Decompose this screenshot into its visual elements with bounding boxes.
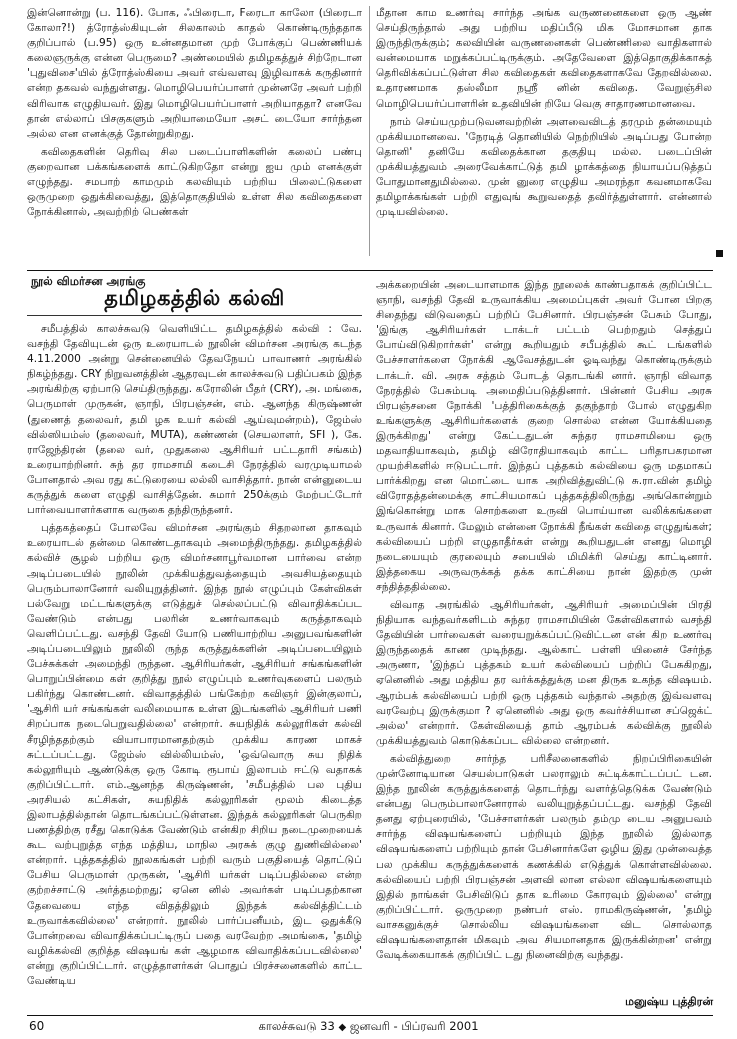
top-left-column xyxy=(27,6,362,264)
end-of-article-mark xyxy=(716,250,723,257)
article-right-column xyxy=(376,278,712,988)
section-rule xyxy=(27,270,713,271)
paragraph: கவிதைகளின் தெரிவு சில படைப்பாளிகளின் கலைப் பண்பு குறைவான பக்கங்களைக் காட்டுகிறதோ என்று ஐய மும் எனக்குள் எழுந்தது. சமபாற் காமமும் கலவியும் பற்றிய பிலைட்டுகளை ஒருமுறை ஒதுக்கிவைத்து, இத்தொகுதியில் உள்ள சில கவிதைகளை நோக்கினால், அவற்றிற் பெண்கள் xyxy=(27,145,362,219)
diamond-icon: ◆ xyxy=(338,1022,347,1033)
footer-rule xyxy=(27,1015,713,1016)
article-title: தமிழகத்தில் கல்வி xyxy=(104,286,285,310)
paragraph: நாம் செய்யமுற்படுவனவற்றின் அளவைவிடத் தரமும் தன்மையும் முக்கியமானவை. 'நேரடித் தொனியில் நெற்றியில் அடிப்பது போன்ற தொனி' தனியே கவிதைக்கான தகுதியு மல்ல. படைப்பின் முக்கியத்துவம் அரைவேக்காட்டுத் தமி ழாக்கத்தை நியாயப்படுத்தப் போதுமானதுமில்லை. முன் னுரை எழுதிய அமரந்தா கவனமாகவே தமிழாக்கங்கள் பற்றி எதுவுங் கூறுவதைத் தவிர்த்துள்ளார். என்னால் முடியவில்லை. xyxy=(376,115,712,219)
magazine-name: காலச்சுவடு 33 xyxy=(258,1019,335,1033)
author-name: மனுஷ்ய புத்திரன் xyxy=(625,995,713,1008)
column-divider xyxy=(369,6,370,256)
paragraph: மீதான காம உணர்வு சார்ந்த அங்க வருணனைகளை ஒரு ஆண் செய்திருந்தால் அது பற்றிய மதிப்பீடு மிக மோசமான தாக இருந்திருக்கும்; கலவியின் வருணனைகள் பெண்ணிலை வாதிகளால் வன்மையாக மறுக்கப்பட்டிருக்கும். அதேவேளை இத்தொகுதிக்காகத் தெரிவிக்கப்பட்டுள்ள சில கவிதைகள் கவிதைகளாகவே தேறவில்லை. உதாரணமாக தஸ்லீமா நஸ்ரீ னின் கவிதை. வேறுஞ்சில மொழிபெயர்ப்பாளரின் உதவியின் றியே வெகு சாதாரணமானவை. xyxy=(376,7,712,110)
issue-date: ஜனவரி - பிப்ரவரி 2001 xyxy=(349,1019,479,1033)
paragraph: புத்தகத்தைப் போலவே விமர்சன அரங்கும் சிதறலான தாகவும் உரையாடல் தன்மை கொண்டதாகவும் அமைந்திருந்தது. தமிழகத்தில் கல்விச் சூழல் பற்றிய ஒரு விமர்சனாபூர்வமான பார்வை என்ற அடிப்படையில் நூலின் முக்கியத்துவத்தையும் அவசியத்தையும் பெரும்பாலானோர் வலியுறுத்தினர். இந்த நூல் எழுப்பும் கேள்விகள் பல்வேறு மட்டங்களுக்கு எடுத்துச் செல்லப்பட்டு விவாதிக்கப்பட வேண்டும் என்பது பலரின் உணர்வாகவும் கருத்தாகவும் வெளிப்பட்டது. வசந்தி தேவி யோடு பணியாற்றிய அனுபவங்களின் அடிப்படையிலும் நூலிலி ருந்த கருத்துக்களின் அடிப்படையிலும் பேச்சுக்கள் அமைந்தி ருந்தன. ஆசிரியர்கள், ஆசிரியர் சங்கங்களின் பொறுப்பின்மை கள் குறித்து நூல் எழுப்பும் உணர்வுகளைப் பலரும் பகிர்ந்து கொண்டனர். விவாதத்தில் பங்கேற்ற கவிஞர் இன்குலாப், 'ஆசிரி யர் சங்கங்கள் வலிமையாக உள்ள இடங்களில் ஆசிரியர் பணி சிறப்பாக நடைபெறுவதில்லை' என்றார். சுயநிதிக் கல்லூரிகள் கல்வி சீரழிந்ததற்கும் வியாபாரமானதற்கும் முக்கிய காரண மாகச் சுட்டப்பட்டது. ஜேம்ஸ் வில்லியம்ஸ், 'ஒவ்வொரு சுய நிதிக் கல்லூரியும் ஆண்டுக்கு ஒரு கோடி ரூபாய் இலாபம் ஈட்டு வ‌தாகக் குறிப்பிட்டார். எம்.ஆனந்த கிருஷ்ணன், 'சமீபத்தில் பல புதிய அரசியல் கட்சிகள், சுயநிதிக் கல்லூரிகள் மூலம் கிடைத்த இலாபத்தில்தான் தொடங்கப்பட்டுள்ளன. இந்தக் கல்லூரிகள் பெருகிற பணத்திற்கு ரசீது கொடுக்க வேண்டும் என்கிற சிறிய நடைமுறையைக் கூட வற்புறுத்த எந்த மத்திய, மாநில அரசுக் குழு துணிவில்லை' என்றார். புத்தகத்தில் நூலகங்கள் பற்றி வரும் பகுதியைத் தொட்டுப் பேசிய பெருமாள் முருகன், 'ஆசிரி யர்கள் படிப்பதில்லை என்ற குற்றச்சாட்டு அர்த்தமற்றது; ஏனெ னில் அவர்கள் படிப்பதற்கான தேவையை எந்த விதத்திலும் இந்தக் கல்வித்திட்டம் உருவாக்கவில்லை' என்றார். நூலில் பார்ப்பனீயம், இட ஒதுக்கீடு போன்றவை விவாதிக்கப்பட்டிருப் பதை வரவேற்ற அமங்கை, 'தமிழ் வழிக்கல்வி குறித்த விஷயங் கள் ஆழமாக விவாதிக்கப்படவில்லை' என்று குறிப்பிட்டார். எழுத்தாளர்கள் பொதுப் பிரச்சனைகளில் காட்ட வேண்டிய xyxy=(27,522,362,988)
paragraph: கல்வித்துறை சார்ந்த பரிசீலனைகளில் நிறப்பிரிகையின் முன்னோடியான செயல்பாடுகள் பலராலும் சுட்டிக்காட்டப்பட் டன. இந்த நூலின் கருத்துக்களைத் தொடர்ந்து வளர்த்தெடுக்க வேண்டும் என்பது பெரும்பாலானோரால் வலியுறுத்தப்பட்டது. வசந்தி தேவி தனது ஏற்புரையில், 'பேச்சாளர்கள் பலரும் தம்மு டைய அனுபவம் சார்ந்த விஷயங்களைப் பற்றியும் இந்த நூலில் இல்லாத விஷயங்களைப் பற்றியும் தான் பேசினார்களே ஒழிய இது முன்வைத்த பல முக்கிய கருத்துக்களைக் கணக்கில் எடுத்துக் கொள்ளவில்லை. கல்வியைப் பற்றி பிரபஞ்சன் அளவி லான எல்லா விஷயங்களையும் இதில் நாங்கள் பேசிவிடுப் தாக உரிமை கோரவும் இல்லை' என்று குறிப்பிட்டார். ஒருமுறை நண்பர் எஸ். ராமகிருஷ்ணன், 'தமிழ் வாசகனுக்குச் சொல்லிய விஷயங்களை விட சொல்லாத விஷயங்களைதான் மிகவும் அவ சியமானதாக இருக்கின்றன' என்று வேடிக்கையாகக் குறிப்பிட் டது நினைவிற்கு வந்தது. xyxy=(376,752,712,962)
top-right-column xyxy=(376,6,712,254)
section-label: நூல் விமர்சன அரங்கு xyxy=(31,274,146,288)
paragraph: இன்னொன்று (ப. 116). போக, ஃபிரைடா, Fரைடா காலோ (பிரைடா கோலா?!) த்ரோத்ஸ்கியுடன் சிலகாலம் காதல் கொண்டிருந்ததாக குறிப்பால் (ப.95) ஒரு உன்னதமான முற் போக்குப் பெண்ணியக் கலைஞருக்கு என்ன பெருமை? அண்மையில் தமிழகத்துச் சிற்றேடான 'புதுவிசை'யில் த்ரோத்ஸ்கியை அவர் எவ்வளவு இழிவாகக் கருதினார் என்ற தகவல் வந்துள்ளது. மொழிபெயர்ப்பாளர் முன்னரே அவர் பற்றி விரிவாக எழுதியவர். இது மொழிபெயர்ப்பாளர் அறியாததா? எனவே தான் எல்லாப் பிசகுகளும் அறியாமையோ அசட் டையோ சார்ந்தன அல்ல என எனக்குத் தோன்றுகிறது. xyxy=(27,7,362,140)
article-left-column xyxy=(27,322,362,1014)
page-number: 60 xyxy=(29,1019,45,1033)
footer-issue-line xyxy=(0,1019,737,1035)
paragraph: அக்கறையின் அடையாளமாக இந்த நூலைக் காண்பதாகக் குறிப்பிட்ட ஞாநி, வசந்தி தேவி உருவாக்கிய அமைப்புகள் அவர் போன பிறகு சிதைந்து விடுவதைப் பற்றிப் பேசினார். பிரபஞ்சன் பேசும் போது, 'இங்கு ஆசிரியர்கள் டாக்டர் பட்டம் பெற்றதும் செத்துப் போய்விடுகிறார்கள்' என்று கூறியதும் சபீபத்தில் கூட் டங்களில் பேச்சாளர்களை நோக்கி ஆவேசத்துடன் ஓடிவந்து கொண்டிருக்கும் டாக்டர். வி. அரசு சத்தம் போடத் தொடங்கி னார். ஞாநி விவாத நேரத்தில் பேசும்படி அமைதிப்படுத்தினார். பின்னர் பேசிய அரசு பிரபஞ்சனை நோக்கி 'பத்திரிகைக்குத் தகுந்தாற் போல் எழுதுகிற உங்களுக்கு ஆசிரியர்களைக் குறை சொல்ல என்ன யோக்கியதை இருக்கிறது' என்று கேட்டதுடன் சுந்தர ராமசாமியை ஒரு மதவாதியாகவும், தமிழ் விரோதியாகவும் காட்ட பரிதாபகரமான முயற்சிகளில் ஈடுபட்டார். இந்தப் புத்தகம் கல்வியை ஒரு மதமாகப் பார்க்கிறது என மொட்டை யாக அறிவித்துவிட்டு சு.ரா.வின் தமிழ் விரோதத்தன்மைக்கு சாட்சியமாகப் புத்தகத்திலிருந்து அங்கொன்றும் இங்கொன்று மாக சொற்களை உருவி பொய்யான வலிக்கங்களை உருவாக் கினார். மேலும் என்னை நோக்கி நீங்கள் கவிதை எழுதுங்கள்; கல்வியைப் பற்றி எழுதாதீர்கள் என்று கூறியதுடன் எனது மொழி நடையையும் குரலையும் சபையில் மிமிக்ரி செய்து காட்டினார். இத்தகைய அருவருக்கத் தக்க காட்சியை நான் இதற்கு முன் சந்தித்ததில்லை. xyxy=(376,279,712,593)
paragraph: விவாத அரங்கில் ஆசிரியர்கள், ஆசிரியர் அமைப்பின் பிரதி நிதியாக வந்தவர்களிடம் சுந்தர ராமசாமியின் கேள்விகளால் வசந்தி தேவியின் பார்வைகள் வரையறுக்கப்பட்டுவிட்டன என் கிற உணர்வு இருந்ததைக் காண முடிந்தது. ஆல்காட் பள்ளி யினைச் சேர்ந்த அருணா, 'இந்தப் புத்தகம் உயர் கல்வியைப் பற்றிப் பேசுகிறது, ஏனெனில் அது மத்திய தர வர்க்கத்துக்கு மன திருக உகந்த விஷயம். ஆரம்பக் கல்வியைப் பற்றி ஒரு புத்தகம் வந்தால் அதற்கு இவ்வளவு வரவேற்பு இருக்குமா ? ஏனெனில் அது ஒரு கவர்ச்சியான சப்ஜெக்ட் அல்ல' என்றார். கேள்வியைத் தாம் ஆரம்பக் கல்விக்கு நூலில் முக்கியத்துவம் கொடுக்கப்பட வில்லை என்றனர். xyxy=(376,598,712,747)
paragraph: சமீபத்தில் காலச்சுவடு வெளியிட்ட தமிழகத்தில் கல்வி : வே. வசந்தி தேவியுடன் ஒரு உரையாடல் நூலின் விமர்சன அரங்கு கடந்த 4.11.2000 அன்று சென்னையில் தேவநேயப் பாவாணர் அரங்கில் நிகழ்ந்தது. CRY நிறுவனத்தின் ஆதரவுடன் காலச்சுவடு பதிப்பகம் இந்த அரங்கிற்கு ஏற்பாடு செய்திருந்தது. கரோலின் பீதர் (CRY), அ. மங்கை, பெருமாள் முருகன், ஞாநி, பிரபஞ்சன், எம். ஆனந்த கிருஷ்ணன் (துணைத் தலைவர், தமி ழக உயர் கல்வி ஆய்வுமன்றம்), ஜேம்ஸ் வில்ஸியம்ஸ் (தலைவர், MUTA), கண்ணன் (செயலாளர், SFI ), கே. ராஜேந்திரன் (தலை வர், முதுகலை ஆசிரியர் பட்டதாரி சங்கம்) உரையாற்றினர். சுந் தர ராமசாமி கடைசி நேரத்தில் வரமுடியாமல் போனதால் அவ ரது கட்டுரையை லல்லி வாசித்தார். நான் என்னுடைய கருத்துக் களை எழுதி வாசித்தேன். சுமார் 250க்கும் மேற்பட்டோர் பார்வையாளர்களாக வருகை தந்திருந்தனர். xyxy=(27,323,362,517)
title-underline xyxy=(27,315,362,316)
